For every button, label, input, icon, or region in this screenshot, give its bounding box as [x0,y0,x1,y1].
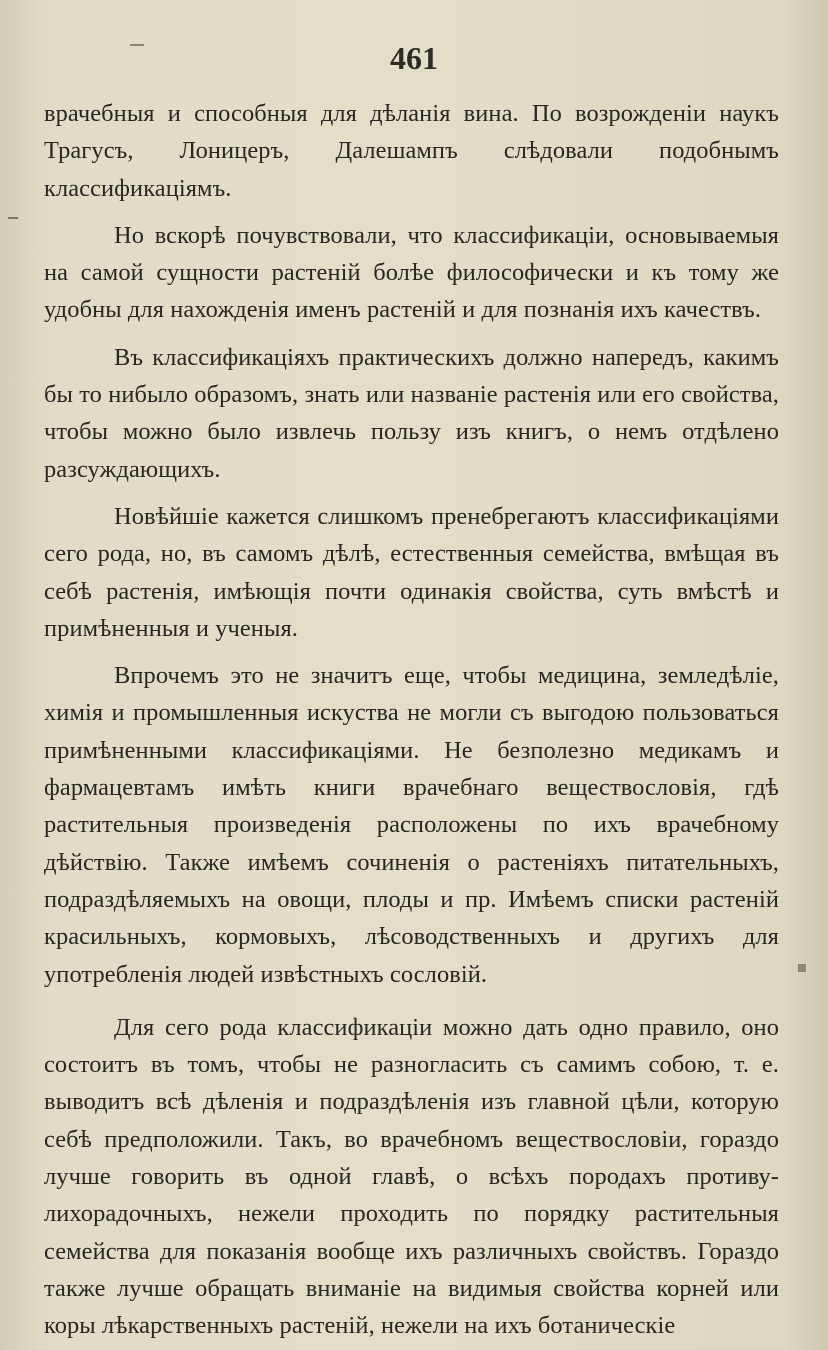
margin-mark [8,217,18,219]
page-number: 461 [390,40,438,76]
ink-speck [798,964,806,972]
paragraph: Но вскорѣ почувствовали, что классификаціи, основываемыя на самой сущности растеній болѣе философически и къ тому же удобны для нахожденія именъ растеній и для познанія ихъ качествъ. [44,221,779,324]
paragraph: Для сего рода классификаціи можно дать одно правило, оно состоитъ въ томъ, чтобы не разногласить съ самимъ собою, т. е. выводитъ всѣ дѣленія и подраздѣленія изъ главной цѣли, которую себѣ предположили. Такъ, во врачебномъ веществословіи, гораздо лучше говорить въ одной главѣ, о всѣхъ породахъ противу-лихорадочныхъ, нежели проходить по порядку растительныя семейства для показанія вообще ихъ различныхъ свойствъ. Гораздо также лучше обращать вниманіе на видимыя свойства корней или коры лѣкарственныхъ растеній, нежели на ихъ ботаническіе [44,1013,779,1340]
paragraph: Впрочемъ это не значитъ еще, чтобы медицина, земледѣліе, химія и промышленныя искуства не могли съ выгодою пользоваться примѣненными классификаціями. Не безполезно медикамъ и фармацевтамъ имѣть книги врачебнаго веществословія, гдѣ растительныя произведенія расположены по ихъ врачебному дѣйствію. Также имѣемъ сочиненія о растеніяхъ питательныхъ, подраздѣляемыхъ на овощи, плоды и пр. Имѣемъ списки растеній красильныхъ, кормовыхъ, лѣсоводственныхъ и другихъ для употребленія людей извѣстныхъ сословій. [44,662,779,988]
text-body [44,95,779,1345]
paragraph: Въ классификаціяхъ практическихъ должно напередъ, какимъ бы то нибыло образомъ, знать или названіе растенія или его свойства, чтобы можно было извлечь пользу изъ книгъ, о немъ отдѣлено разсуждающихъ. [44,343,779,483]
paragraph: врачебныя и способныя для дѣланія вина. По возрожденіи наукъ Трагусъ, Лоницеръ, Далешампъ слѣдовали подобнымъ классификаціямъ. [44,100,779,202]
paragraph: Новѣйшіе кажется слишкомъ пренебрегаютъ классификаціями сего рода, но, въ самомъ дѣлѣ, естественныя семейства, вмѣщая въ себѣ растенія, имѣющія почти одинакія свойства, суть вмѣстѣ и примѣненныя и ученыя. [44,502,779,642]
